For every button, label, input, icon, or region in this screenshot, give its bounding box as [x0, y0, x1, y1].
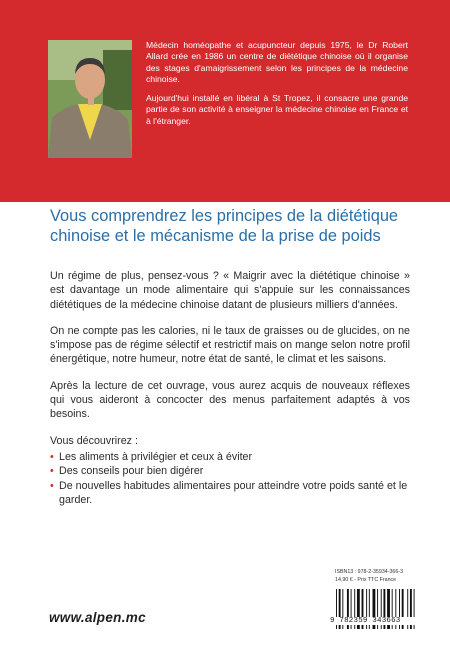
description-paragraph-3: Après la lecture de cet ouvrage, vous aurez acquis de nouveaux réflexes qui vous aideront à concocter des menus parfaitement adaptés à vos besoins. — [50, 379, 410, 421]
isbn-price-block — [335, 568, 403, 584]
isbn-number: ISBN13 : 978-2-35934-366-3 — [335, 569, 404, 575]
bio-paragraph-1: Médecin homéopathe et acupuncteur depuis 1975, le Dr Robert Allard crée en 1986 un centre de diététique chinoise où il organise des stages d'amaigrissement selon les principes de la médecine chinoise. — [146, 40, 408, 84]
bio-paragraph-2: Aujourd'hui installé en libéral à St Tropez, il consacre une grande partie de son activité à enseigner la médecine chinoise en France et à l'étranger. — [146, 93, 408, 126]
list-item: • Les aliments à privilégier et ceux à éviter — [50, 450, 410, 464]
description-paragraph-2: On ne compte pas les calories, ni le taux de graisses ou de glucides, on ne s'impose pas de régime sélectif et restrictif mais on mange selon notre profil énergétique, notre humeur, notre état de santé, le climat et les saisons. — [50, 324, 410, 366]
publisher-website: www.alpen.mc — [49, 610, 146, 625]
discover-list — [50, 450, 410, 507]
book-description — [50, 269, 410, 507]
price-label: 14,90 € - Prix TTC France — [335, 577, 397, 583]
discover-intro: Vous découvrirez : — [50, 434, 138, 447]
list-item: • De nouvelles habitudes alimentaires pour atteindre votre poids santé et le garder. — [50, 479, 410, 508]
barcode-digits: 9 782359 343663 — [330, 617, 426, 625]
author-biography — [146, 40, 408, 135]
author-photo — [48, 40, 132, 158]
back-cover-headline: Vous comprendrez les principes de la diététique chinoise et le mécanisme de la prise de poids — [50, 207, 399, 245]
description-paragraph-1: Un régime de plus, pensez-vous ? « Maigrir avec la diététique chinoise » est davantage un mode alimentaire qui s'appuie sur les connaissances diététiques de la médecine chinoise datant de plusieurs milliers d'années. — [50, 270, 410, 311]
list-item: • Des conseils pour bien digérer — [50, 464, 410, 478]
